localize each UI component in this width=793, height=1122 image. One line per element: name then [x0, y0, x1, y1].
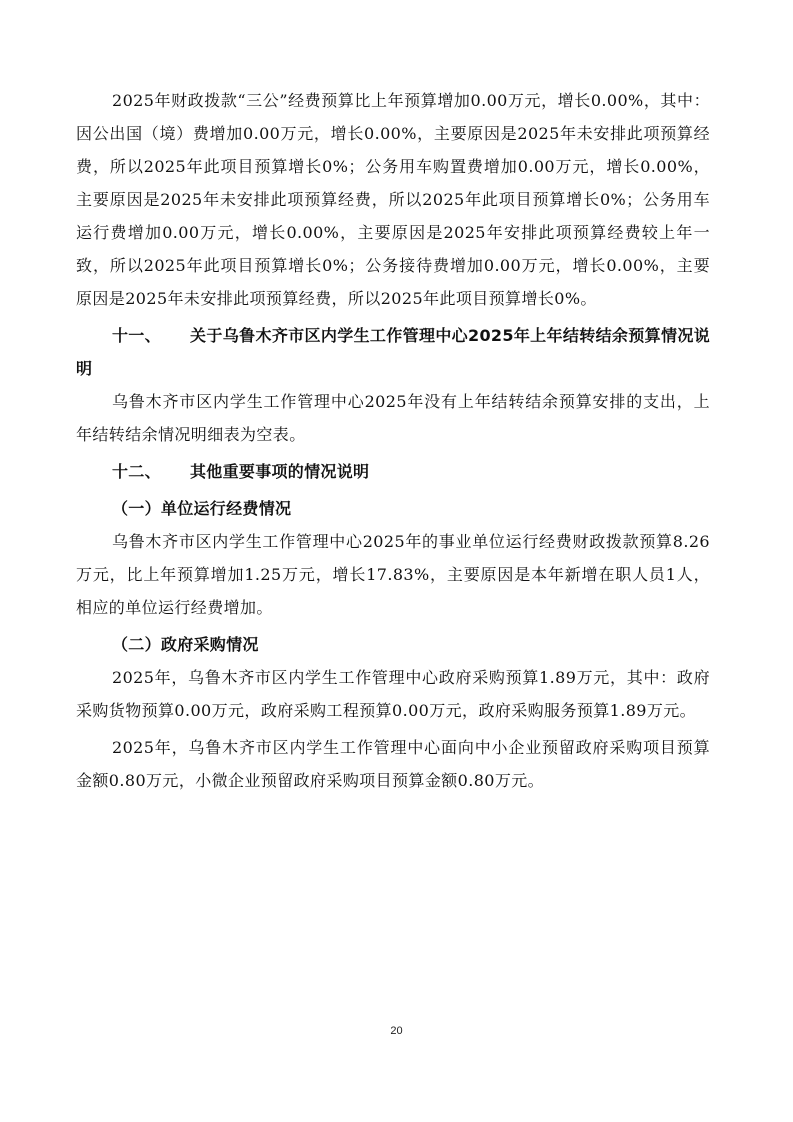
section-12-heading	[76, 455, 710, 488]
section-11-heading	[76, 319, 710, 385]
page-number: 20	[390, 1025, 403, 1037]
subsection-1-heading: （一）单位运行经费情况	[112, 499, 292, 518]
page-content	[76, 84, 710, 797]
carryover-paragraph: 乌鲁木齐市区内学生工作管理中心2025年没有上年结转结余预算安排的支出，上年结转结余情况明细表为空表。	[76, 392, 710, 444]
subsection-2-heading: （二）政府采购情况	[112, 635, 259, 654]
sme-procurement-paragraph: 2025年，乌鲁木齐市区内学生工作管理中心面向中小企业预留政府采购项目预算金额0.80万元，小微企业预留政府采购项目预算金额0.80万元。	[76, 738, 710, 790]
section-11-number: 十一、	[112, 326, 161, 345]
section-12-title: 其他重要事项的情况说明	[190, 462, 370, 481]
three-public-expenses-paragraph: 2025年财政拨款“三公”经费预算比上年预算增加0.00万元，增长0.00%，其中：因公出国（境）费增加0.00万元，增长0.00%，主要原因是2025年未安排此项预算经费，所以2025年此项目预算增长0%；公务用车购置费增加0.00万元，增长0.00%，主要原因是2025年未安排此项预算经费，所以2025年此项目预算增长0%；公务用车运行费增加0.00万元，增长0.00%，主要原因是2025年安排此项预算经费较上年一致，所以2025年此项目预算增长0%；公务接待费增加0.00万元，增长0.00%，主要原因是2025年未安排此项预算经费，所以2025年此项目预算增长0%。	[76, 91, 710, 308]
operating-expenses-paragraph: 乌鲁木齐市区内学生工作管理中心2025年的事业单位运行经费财政拨款预算8.26万元，比上年预算增加1.25万元，增长17.83%，主要原因是本年新增在职人员1人，相应的单位运行经费增加。	[76, 532, 710, 617]
procurement-paragraph: 2025年，乌鲁木齐市区内学生工作管理中心政府采购预算1.89万元，其中：政府采购货物预算0.00万元，政府采购工程预算0.00万元，政府采购服务预算1.89万元。	[76, 668, 710, 720]
section-11-title: 关于乌鲁木齐市区内学生工作管理中心2025年上年结转结余预算情况说明	[76, 326, 710, 378]
section-12-number: 十二、	[112, 462, 161, 481]
